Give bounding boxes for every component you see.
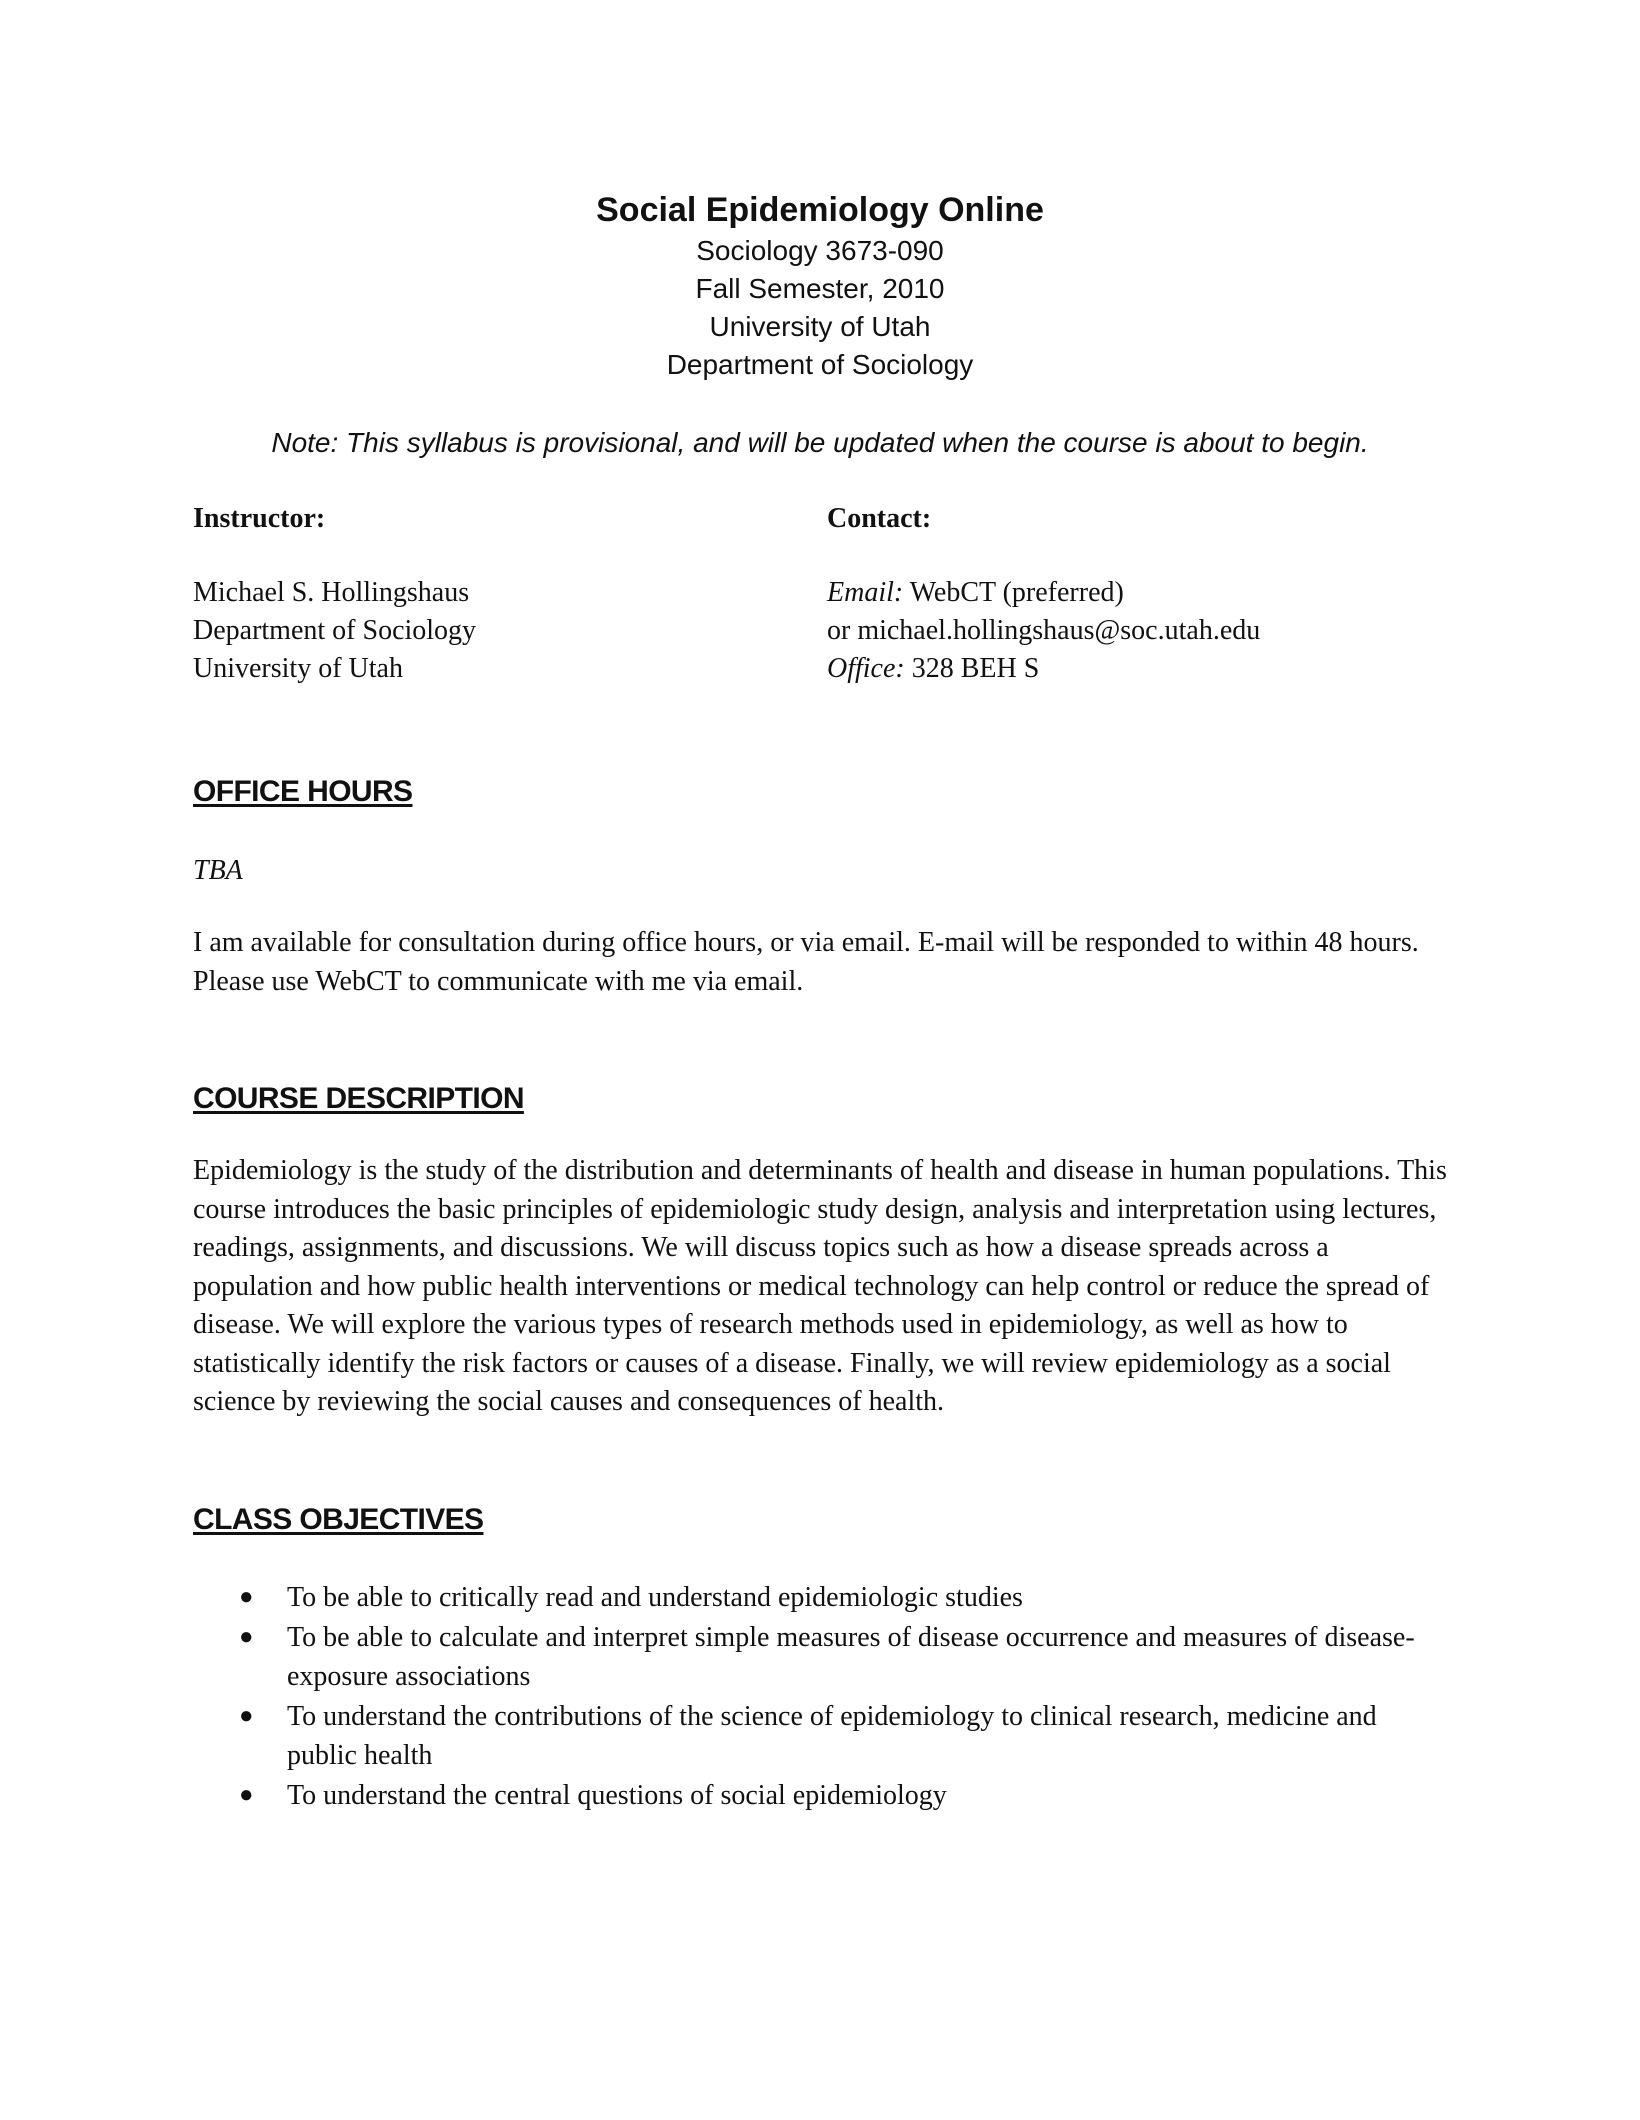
instructor-column [193, 500, 813, 688]
office-hours-time: TBA [193, 855, 243, 886]
bullet-icon: ● [239, 1702, 254, 1729]
bullet-icon: ● [239, 1623, 254, 1650]
bullet-icon: ● [239, 1781, 254, 1808]
instructor-university: University of Utah [193, 653, 403, 684]
university-name: University of Utah [709, 311, 931, 342]
contact-column [827, 500, 1467, 688]
course-description-heading: COURSE DESCRIPTION [193, 1082, 524, 1115]
document-title: Social Epidemiology Online [596, 191, 1044, 229]
course-number: Sociology 3673-090 [696, 235, 944, 266]
email-value: WebCT (preferred) [903, 577, 1124, 608]
contact-email-line [827, 574, 1467, 612]
list-item [193, 1578, 1453, 1618]
document-header [0, 188, 1640, 384]
semester: Fall Semester, 2010 [695, 273, 945, 304]
list-item [193, 1618, 1453, 1697]
contact-email-alt: or michael.hollingshaus@soc.utah.edu [827, 615, 1261, 646]
objectives-list [193, 1578, 1453, 1815]
objective-text: To understand the contributions of the science of epidemiology to clinical research, medicine and public health [287, 1700, 1377, 1771]
objective-text: To be able to critically read and understand epidemiologic studies [287, 1582, 1023, 1613]
office-hours-text: I am available for consultation during office hours, or via email. E-mail will be responded to within 48 hours. Please use WebCT to communicate with me via email. [193, 927, 1419, 997]
provisional-note: Note: This syllabus is provisional, and will be updated when the course is about to begin. [271, 427, 1369, 458]
contact-heading: Contact: [827, 503, 932, 534]
office-label: Office: [827, 653, 905, 684]
list-item [193, 1697, 1453, 1776]
office-hours-heading: OFFICE HOURS [193, 775, 413, 808]
contact-office-line [827, 650, 1467, 688]
instructor-heading: Instructor: [193, 503, 326, 534]
objective-text: To be able to calculate and interpret simple measures of disease occurrence and measures of disease-exposure associations [287, 1621, 1415, 1692]
email-label: Email: [827, 577, 904, 608]
instructor-name: Michael S. Hollingshaus [193, 577, 470, 608]
objective-text: To understand the central questions of social epidemiology [287, 1779, 947, 1811]
class-objectives-heading: CLASS OBJECTIVES [193, 1503, 484, 1536]
department-name: Department of Sociology [666, 349, 974, 380]
instructor-department: Department of Sociology [193, 615, 477, 646]
course-description-text: Epidemiology is the study of the distribution and determinants of health and disease in human populations. This course introduces the basic principles of epidemiologic study design, analysis and interpretation using lectures, readings, assignments, and discussions. We will discuss topics such as how a disease spreads across a population and how public health interventions or medical technology can help control or reduce the spread of disease. We will explore the various types of research methods used in epidemiology, as well as how to statistically identify the risk factors or causes of a disease. Finally, we will review epidemiology as a social science by reviewing the social causes and consequences of health. [193, 1155, 1447, 1417]
bullet-icon: ● [239, 1584, 254, 1610]
list-item [193, 1776, 1453, 1816]
office-value: 328 BEH S [904, 653, 1040, 684]
